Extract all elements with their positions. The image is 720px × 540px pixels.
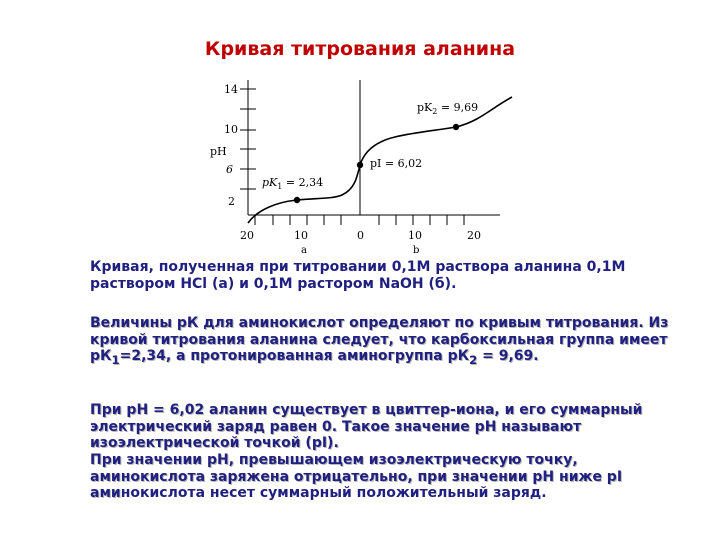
pk2-point (453, 124, 459, 130)
y-tick-label: 2 (228, 195, 235, 208)
pi-annotation: pI = 6,02 (370, 157, 423, 170)
pk-text-part1: Величины рК для аминокислот определяют по кривым титрования. Из кривой титрования аланина следует, что карбоксильная группа имеет рК (90, 315, 669, 364)
pk1-annotation: $pK_1 = 2,34$ (262, 176, 324, 191)
pk-sub2: 2 (469, 352, 478, 367)
charge-text-part2: нокислота несет суммарный положительный заряд. (120, 485, 547, 501)
y-tick-label: 6 (226, 163, 233, 176)
x-tick-label: 10 (294, 229, 308, 242)
charge-text-part1: При значении рН, превышающем изоэлектрическую точку, аминокислота заряжена отрицательно, при значении рН ниже pI ами (90, 452, 623, 501)
pk-sub1: 1 (111, 352, 120, 367)
x-tick-label: 10 (408, 229, 422, 242)
pk1-point (294, 197, 300, 203)
x-tick-label: 0 (357, 229, 364, 242)
pk-paragraph (90, 315, 690, 368)
x-tick-label: 20 (467, 229, 481, 242)
charge-paragraph (90, 452, 690, 502)
isoelectric-paragraph: При рН = 6,02 аланин существует в цвиттер-иона, и его суммарный электрический заряд равен 0. Такое значение рН называют изоэлектрической точкой (pI). (90, 402, 643, 451)
pk-text-part2: =2,34, а протонированная аминогруппа рК (119, 348, 470, 364)
y-tick-label: 10 (224, 123, 238, 136)
y-axis-label: pH (210, 145, 227, 158)
figure-caption: Кривая, полученная при титровании 0,1М раствора аланина 0,1М раствором HCl (а) и 0,1М растором NaOH (б). (90, 259, 626, 292)
x-sublabel-a: a (301, 245, 307, 256)
titration-curve-figure (200, 75, 520, 260)
y-tick-label: 14 (224, 83, 238, 96)
x-tick-label: 20 (240, 229, 254, 242)
slide-title: Кривая титрования аланина (204, 38, 516, 60)
x-tick-marks (255, 215, 464, 225)
pk2-annotation: $pK_2 = 9,69$ (417, 101, 479, 116)
pi-point (357, 162, 363, 168)
pk-text-part3: = 9,69. (477, 348, 539, 364)
x-sublabel-b: b (413, 245, 420, 256)
